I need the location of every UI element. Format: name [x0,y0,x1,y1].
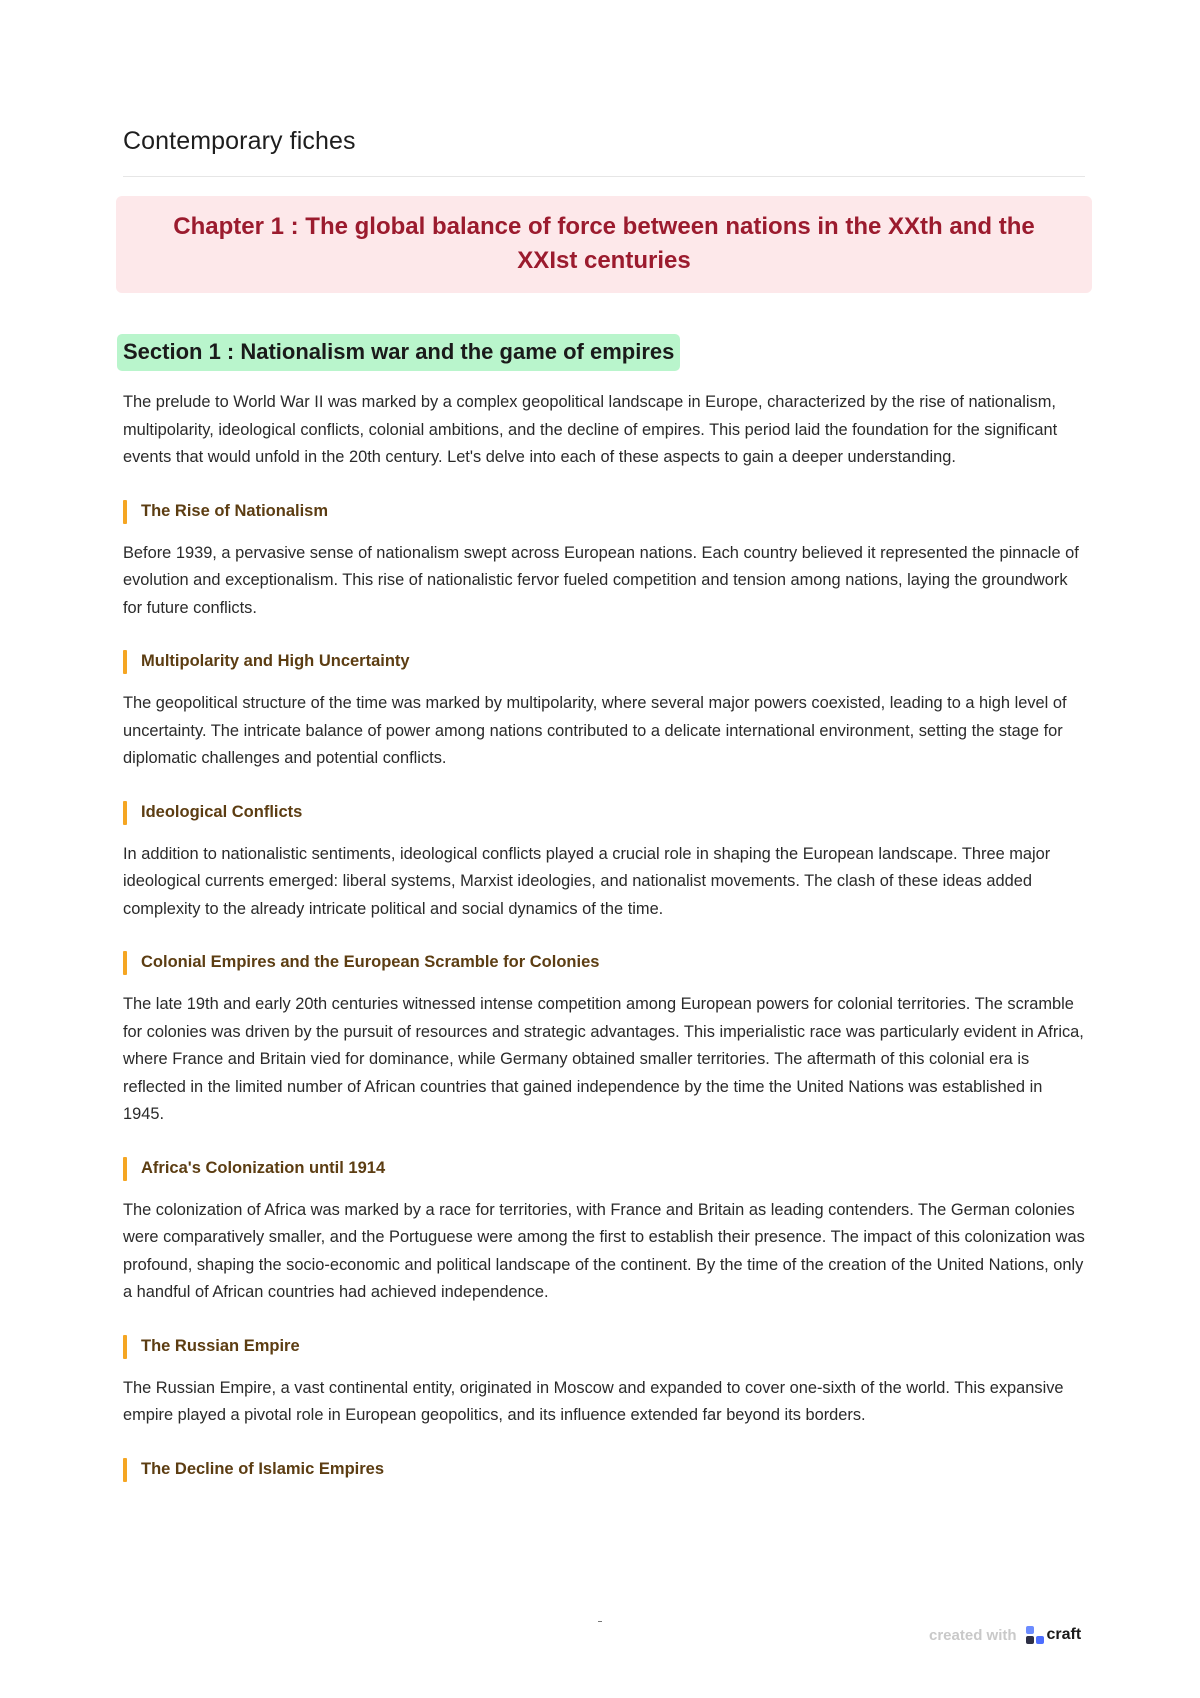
subsection-heading [123,949,1085,975]
subsection-heading [123,799,1085,825]
subsection-heading-text: Africa's Colonization until 1914 [141,1158,386,1177]
intro-paragraph: The prelude to World War II was marked by a complex geopolitical landscape in Europe, characterized by the rise of nationalism, multipolarity, ideological conflicts, colonial ambitions, and the decline of empires. This period laid the foundation for the significant events that would unfold in the 20th century. Let's delve into each of these aspects to gain a deeper understanding. [123,393,1058,466]
subsection-paragraph: The colonization of Africa was marked by a race for territories, with France and Britain as leading contenders. The German colonies were comparatively smaller, and the Portuguese were among the first to establish their presence. The impact of this colonization was profound, shaping the socio-economic and political landscape of the continent. By the time of the creation of the United Nations, only a handful of African countries had achieved independence. [123,1200,1085,1301]
subsection-heading-text: The Decline of Islamic Empires [141,1459,385,1478]
footer-branding[interactable] [929,1625,1081,1645]
heading-accent-bar [123,500,127,524]
heading-accent-bar [123,650,127,674]
subsection-heading-text: The Russian Empire [141,1336,300,1355]
document-title: Contemporary fiches [123,127,356,155]
title-divider [123,176,1085,177]
section-highlight [117,334,680,371]
document-content [123,389,1085,1482]
subsection-heading [123,648,1085,674]
subsection-heading-text: Multipolarity and High Uncertainty [141,652,410,670]
craft-logo-icon [1025,1625,1045,1645]
subsection-heading [123,498,1085,524]
heading-accent-bar [123,801,127,825]
heading-accent-bar [123,951,127,975]
heading-accent-bar [123,1157,127,1181]
subsection-heading-text: Colonial Empires and the European Scramble for Colonies [141,953,600,971]
subsection-paragraph: The geopolitical structure of the time was marked by multipolarity, where several major powers coexisted, leading to a high level of uncertainty. The intricate balance of power among nations contributed to a delicate international environment, setting the stage for diplomatic challenges and potential conflicts. [123,694,1067,767]
section-title: Section 1 : Nationalism war and the game of empires [123,339,675,364]
chapter-callout [116,196,1092,293]
subsection-paragraph: The Russian Empire, a vast continental entity, originated in Moscow and expanded to cover one-sixth of the world. This expansive empire played a pivotal role in European geopolitics, and its influence extended far beyond its borders. [123,1378,1064,1424]
subsection-heading [123,1456,1085,1482]
craft-logo [1025,1625,1082,1645]
subsection-heading [123,1333,1085,1359]
heading-accent-bar [123,1335,127,1359]
subsection-paragraph: The late 19th and early 20th centuries witnessed intense competition among European powers for colonial territories. The scramble for colonies was driven by the pursuit of resources and strategic advantages. This imperialistic race was particularly evident in Africa, where France and Britain vied for dominance, while Germany obtained smaller territories. The aftermath of this colonial era is reflected in the limited number of African countries that gained independence by the time the United Nations was established in 1945. [123,995,1084,1123]
page-marker [598,1621,602,1622]
subsection-paragraph: In addition to nationalistic sentiments, ideological conflicts played a crucial role in shaping the European landscape. Three major ideological currents emerged: liberal systems, Marxist ideologies, and nationalist movements. The clash of these ideas added complexity to the already intricate political and social dynamics of the time. [123,844,1051,918]
subsection-heading-text: Ideological Conflicts [141,802,303,821]
heading-accent-bar [123,1458,127,1482]
created-with-label: created with [929,1626,1017,1644]
subsection-paragraph: Before 1939, a pervasive sense of nationalism swept across European nations. Each country believed it represented the pinnacle of evolution and exceptionalism. This rise of nationalistic fervor fueled competition and tension among nations, laying the groundwork for future conflicts. [123,543,1079,617]
craft-brand-name: craft [1046,1626,1082,1643]
subsection-heading [123,1155,1085,1181]
subsection-heading-text: The Rise of Nationalism [141,501,329,520]
chapter-title: Chapter 1 : The global balance of force between nations in the XXth and the XXIst centuries [173,213,1035,274]
